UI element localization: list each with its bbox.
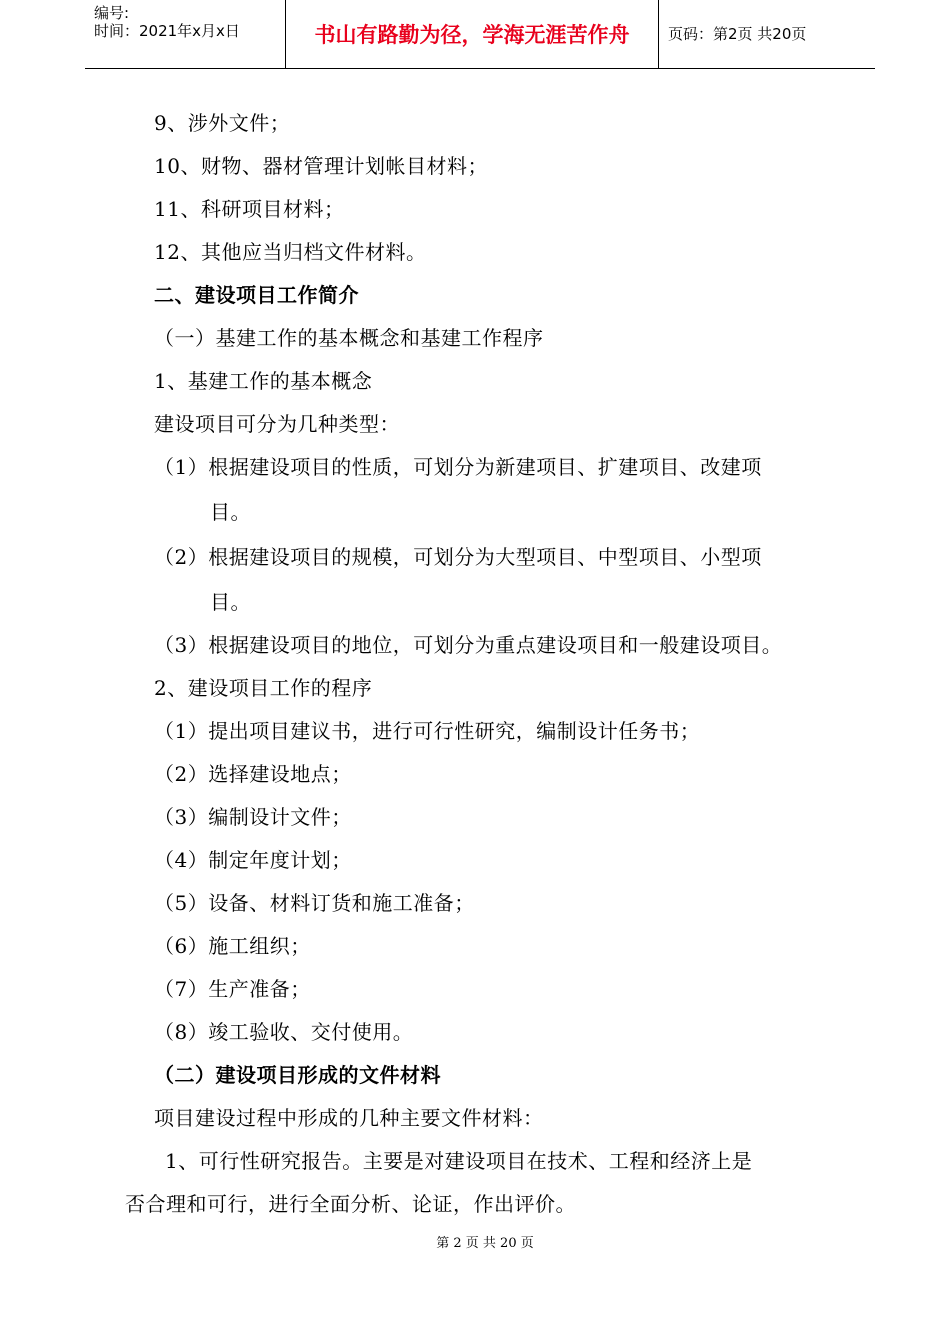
header-page-cell <box>659 0 875 68</box>
body-line: （3）根据建设项目的地位，可划分为重点建设项目和一般建设项目。 <box>154 633 783 657</box>
body-line: 否合理和可行，进行全面分析、论证，作出评价。 <box>125 1192 576 1216</box>
body-line: 2、建设项目工作的程序 <box>154 676 373 700</box>
body-line: 11、科研项目材料； <box>154 197 345 221</box>
subsection-heading-bold: （二）建设项目形成的文件材料 <box>154 1063 441 1087</box>
header-motto-cell <box>286 0 659 68</box>
body-line: （6）施工组织； <box>154 934 311 958</box>
body-line: （7）生产准备； <box>154 977 311 1001</box>
body-line: （1）根据建设项目的性质，可划分为新建项目、扩建项目、改建项 <box>154 455 762 479</box>
header-motto: 书山有路勤为径，学海无涯苦作舟 <box>314 23 630 47</box>
header-page-code: 页码：第2页 共20页 <box>668 25 807 43</box>
body-line-continuation: 目。 <box>210 500 251 524</box>
subsection-heading: （一）基建工作的基本概念和基建工作程序 <box>154 326 544 350</box>
page-footer: 第 2 页 共 20 页 <box>436 1236 534 1251</box>
section-heading: 二、建设项目工作简介 <box>154 283 359 307</box>
body-line: （3）编制设计文件； <box>154 805 352 829</box>
document-time-label: 时间：2021年x月x日 <box>94 22 240 40</box>
body-line: （1）提出项目建议书，进行可行性研究，编制设计任务书； <box>154 719 701 743</box>
body-line: 12、其他应当归档文件材料。 <box>154 240 427 264</box>
page-header <box>85 0 875 69</box>
body-line: （2）根据建设项目的规模，可划分为大型项目、中型项目、小型项 <box>154 545 762 569</box>
body-line: （2）选择建设地点； <box>154 762 352 786</box>
body-line: 1、基建工作的基本概念 <box>154 369 373 393</box>
body-line: 9、涉外文件； <box>154 111 291 135</box>
header-meta-cell <box>85 0 286 68</box>
body-line-continuation: 目。 <box>210 590 251 614</box>
body-line: 1、可行性研究报告。主要是对建设项目在技术、工程和经济上是 <box>165 1149 753 1173</box>
body-line: 10、财物、器材管理计划帐目材料； <box>154 154 488 178</box>
document-number-label: 编号: <box>94 4 130 22</box>
body-line: （4）制定年度计划； <box>154 848 352 872</box>
body-line: （8）竣工验收、交付使用。 <box>154 1020 414 1044</box>
body-line: 项目建设过程中形成的几种主要文件材料： <box>154 1106 544 1130</box>
body-line: 建设项目可分为几种类型： <box>154 412 400 436</box>
body-line: （5）设备、材料订货和施工准备； <box>154 891 475 915</box>
